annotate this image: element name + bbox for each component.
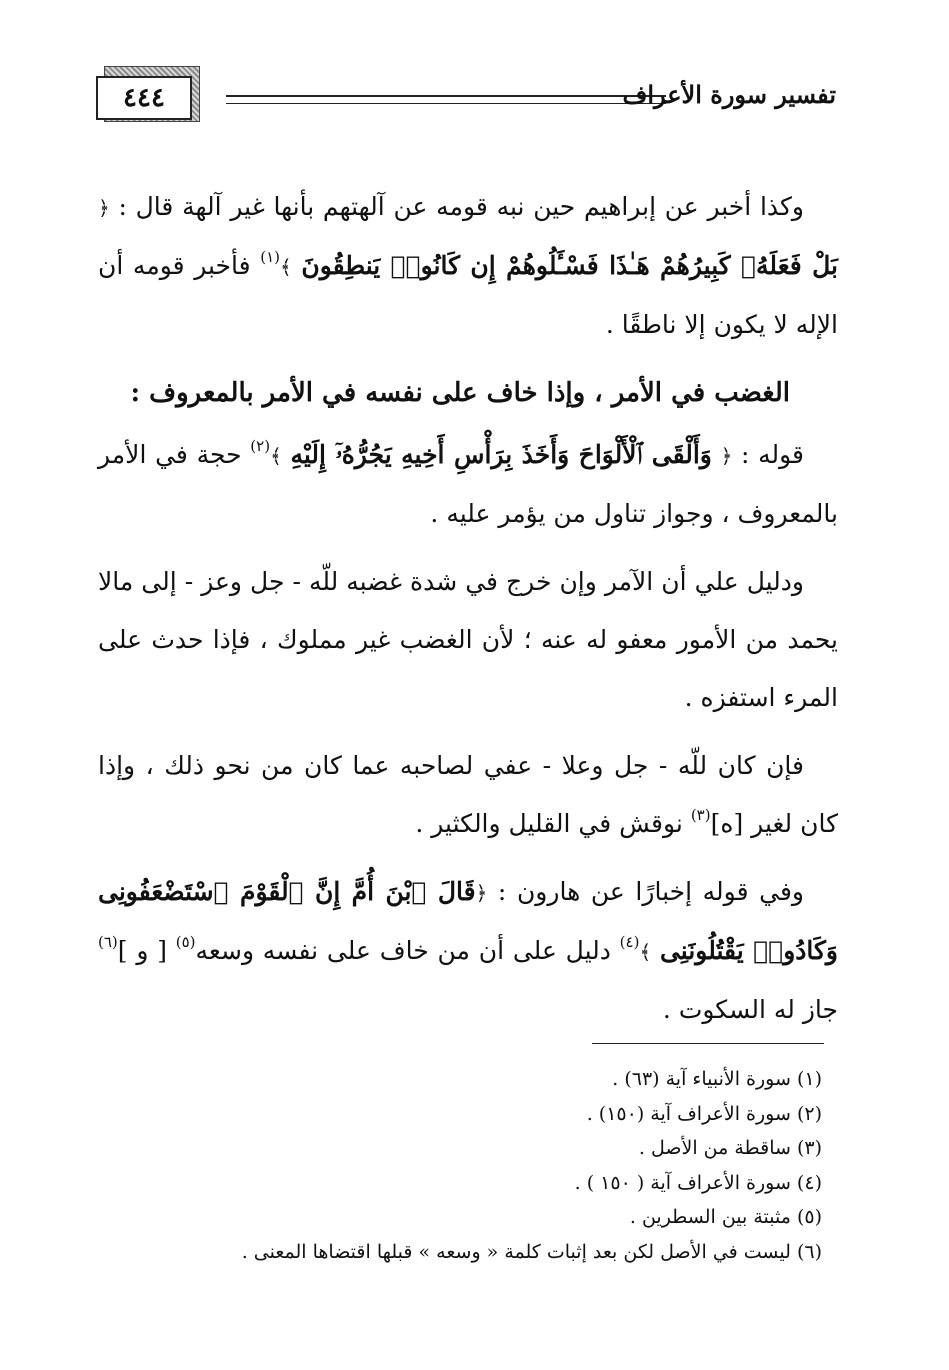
footnote-ref: (٦): [98, 933, 118, 951]
running-title: تفسير سورة الأعراف: [622, 80, 836, 109]
footnote-ref: (١): [260, 248, 280, 266]
paragraph-anger: ودليل علي أن الآمر وإن خرج في شدة غضبه للّه - جل وعز - إلى مالا يحمد من الأمور معفو له عنه ؛ لأن الغضب غير مملوك ، فإذا حدث على المرء استفزه .: [98, 567, 838, 712]
paragraph-alwah: [98, 426, 838, 543]
footnote-2: (٢) سورة الأعراف آية (١٥٠) .: [586, 1102, 822, 1125]
footnote-ref: (٥): [175, 933, 196, 951]
footnote-ref: (٣): [690, 806, 711, 824]
main-text: [98, 178, 838, 1049]
paragraph-text: فأخبر قومه أن الإله لا يكون إلا ناطقًا .: [98, 251, 838, 339]
header-rule: [226, 95, 666, 104]
page-header: [96, 62, 836, 134]
paragraph-text: وفي قوله إخبارًا عن هارون :: [487, 877, 804, 906]
paragraph-ibrahim: [98, 178, 838, 354]
quran-verse: بَلْ فَعَلَهُۥ كَبِيرُهُمْ هَـٰذَا فَسْـَٔلُوهُمْ إِن كَانُوا۟ يَنطِقُونَ: [301, 251, 838, 280]
paragraph-text: نوقش في القليل والكثير .: [415, 809, 691, 838]
footnote-6: (٦) ليست في الأصل لكن بعد إثبات كلمة « وسعه » قبلها اقتضاها المعنى .: [241, 1240, 822, 1263]
paragraph-text: وكذا أخبر عن إبراهيم حين نبه قومه عن آلهتهم بأنها غير آلهة قال :: [109, 192, 804, 221]
paragraph-text: جاز له السكوت .: [662, 995, 838, 1024]
paragraph-text: قوله :: [732, 440, 804, 469]
paragraph-harun: [98, 863, 838, 1039]
footnotes: [100, 1062, 822, 1269]
quran-close-bracket: ﴾: [639, 940, 652, 964]
paragraph-text: [ و ]: [117, 936, 176, 965]
quran-open-bracket: ﴿: [98, 196, 110, 220]
paragraph-text: حجة في الأمر بالمعروف ، وجواز تناول من يؤمر عليه .: [98, 440, 838, 528]
paragraph-text: فإن كان للّه - جل وعلا - عفي لصاحبه عما كان من نحو ذلك ، وإذا كان لغير [ه]: [98, 751, 838, 838]
quran-verse: قَالَ ٱبْنَ أُمَّ إِنَّ ٱلْقَوْمَ ٱسْتَضْعَفُونِى وَكَادُوا۟ يَقْتُلُونَنِى: [98, 877, 838, 965]
footnote-separator: [592, 1043, 824, 1044]
paragraph-text: دليل على أن من خاف على نفسه وسعه: [195, 936, 620, 965]
footnote-3: (٣) ساقطة من الأصل .: [638, 1137, 822, 1159]
quran-open-bracket: ﴿: [475, 881, 488, 905]
section-heading: الغضب في الأمر ، وإذا خاف على نفسه في الأمر بالمعروف :: [130, 378, 790, 408]
quran-close-bracket: ﴾: [279, 255, 292, 279]
footnote-4: (٤) سورة الأعراف آية ( ١٥٠ ) .: [574, 1171, 822, 1194]
footnote-1: (١) سورة الأنبياء آية (٦٣) .: [612, 1068, 822, 1090]
quran-close-bracket: ﴾: [270, 444, 282, 468]
footnote-ref: (٢): [250, 437, 271, 455]
paragraph-forgiveness: [98, 737, 838, 853]
quran-verse: وَأَلْقَى ٱلْأَلْوَاحَ وَأَخَذَ بِرَأْسِ أَخِيهِ يَجُرُّهُۥٓ إِلَيْهِ: [290, 440, 712, 469]
quran-open-bracket: ﴿: [720, 444, 733, 468]
footnote-5: (٥) مثبتة بين السطرين .: [629, 1206, 822, 1228]
page-number: ٤٤٤: [96, 76, 192, 120]
footnote-ref: (٤): [619, 933, 640, 951]
